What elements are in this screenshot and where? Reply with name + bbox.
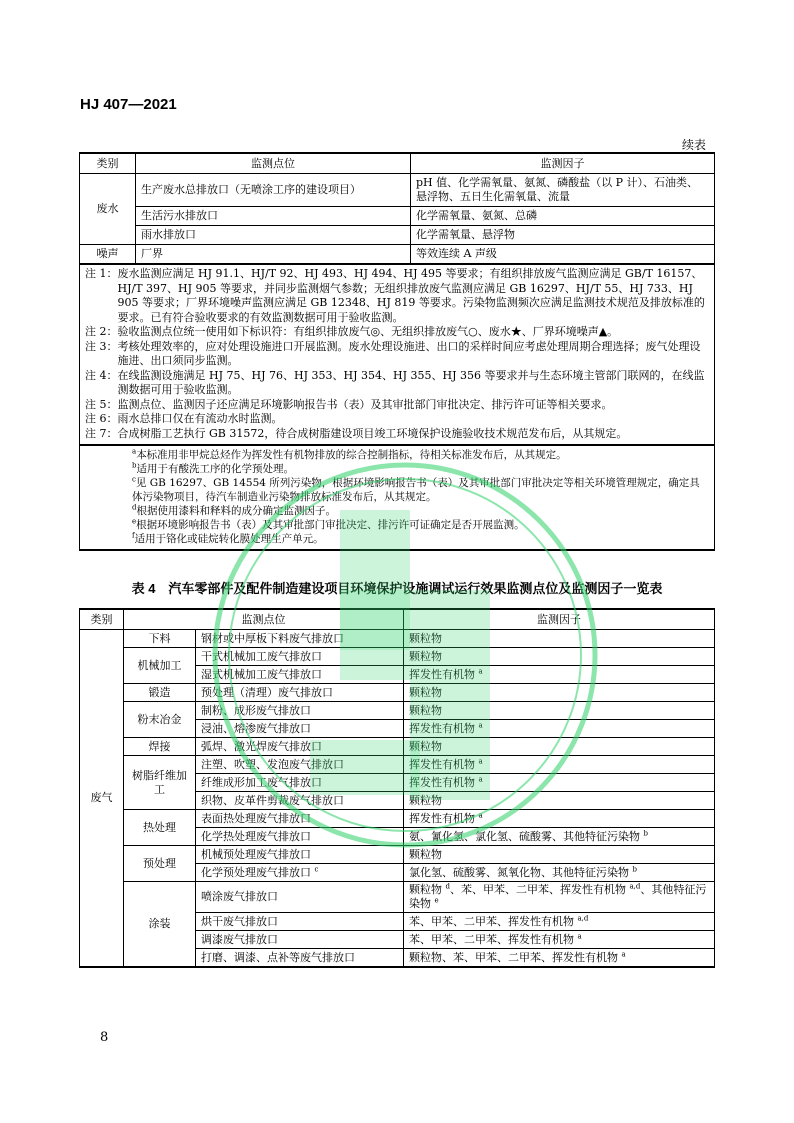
footnote-ref: a [478, 666, 483, 675]
note-text: 合成树脂工艺执行 GB 31572，待合成树脂建设项目竣工环境保护设施验收技术规范发布后，从其规定。 [117, 426, 628, 440]
table4-process-group: 热处理 [124, 810, 196, 846]
note-key: 注 1： [85, 267, 118, 280]
table1-header-point: 监测点位 [136, 153, 411, 174]
footnote-item [132, 518, 709, 532]
table4-factor [404, 666, 715, 684]
footnote-marker: b [132, 461, 137, 470]
note-text: 验收监测点位统一使用如下标识符：有组织排放废气◎、无组织排放废气○、废水★、厂界环境噪声▲。 [117, 325, 619, 338]
note-item [85, 340, 709, 369]
table4-factor-text: 苯、甲苯、二甲苯、挥发性有机物 [409, 914, 574, 928]
note-text: 监测点位、监测因子还应满足环境影响报告书（表）及其审批部门审批决定、排污许可证等相关要求。 [117, 397, 613, 411]
table4-point-text: 烘干废气排放口 [201, 914, 278, 928]
table4-process-group: 机械加工 [124, 648, 196, 684]
table4-point [196, 792, 404, 810]
table4-factor: 颗粒物 $^d$、苯、甲苯、二甲苯、挥发性有机物 $^{a,d}$、其他特征污染物 $^e$ [404, 882, 715, 913]
table4-factor [404, 630, 715, 648]
table4-point [196, 864, 404, 882]
footnote-ref: a [621, 949, 626, 958]
page-number: 8 [100, 1030, 109, 1045]
table4-factor-text: 颗粒物 [409, 739, 442, 753]
table4-point-text: 化学预处理废气排放口 [201, 865, 311, 879]
table1-factor: 化学需氧量、氨氮、总磷 [411, 207, 715, 226]
note-text: 雨水总排口仅在有流动水时监测。 [117, 412, 283, 425]
table4-factor-text: 氯化氢、硫酸雾、氮氧化物、其他特征污染物 [409, 865, 629, 879]
table4-factor-text: 挥发性有机物 [409, 757, 475, 771]
footnote-ref: a,d [577, 913, 589, 922]
footnote-ref: a [478, 810, 483, 819]
table4-factor-text: 颗粒物 [409, 793, 442, 807]
table4-factor [404, 756, 715, 774]
table4-header-category: 类别 [80, 609, 124, 630]
table-row [80, 702, 715, 720]
table4-factor-text: 颗粒物 [409, 631, 442, 645]
footnote-ref: c [314, 864, 319, 873]
table4-point-text: 纤维成形加工废气排放口 [201, 775, 322, 789]
table4-process-group: 粉末冶金 [124, 702, 196, 738]
footnote-text: 适用于铬化或硅烷转化膜处理生产单元。 [134, 533, 324, 545]
table4-factor [404, 738, 715, 756]
table1-factor: 化学需氧量、悬浮物 [411, 226, 715, 245]
table4-factor [404, 931, 715, 949]
table-row [80, 684, 715, 702]
table-row [80, 226, 715, 245]
footnote-marker: c [132, 475, 136, 484]
table-row [80, 648, 715, 666]
table4-process-group: 锻造 [124, 684, 196, 702]
footnote-ref: b [632, 864, 637, 873]
table4-point-text: 湿式机械加工废气排放口 [201, 667, 322, 681]
table4-point [196, 949, 404, 968]
table4-factor [404, 846, 715, 864]
table4-point [196, 774, 404, 792]
table4-point [196, 756, 404, 774]
table4-title: 表 4 汽车零部件及配件制造建设项目环境保护设施调试运行效果监测点位及监测因子一览表 [131, 581, 663, 596]
note-key: 注 2： [85, 325, 118, 338]
table4-factor [404, 648, 715, 666]
note-item [85, 412, 709, 427]
table1-factor: pH 值、化学需氧量、氨氮、磷酸盐（以 P 计）、石油类、悬浮物、五日生化需氧量、流量 [411, 174, 715, 207]
table4-factor [404, 792, 715, 810]
table4-header-point: 监测点位 [124, 609, 404, 630]
table4-factor [404, 774, 715, 792]
table4-process-group: 预处理 [124, 846, 196, 882]
table4-point [196, 931, 404, 949]
table4-point-text: 化学热处理废气排放口 [201, 829, 311, 843]
table4-header-row [80, 609, 715, 630]
table4-factor [404, 864, 715, 882]
table4-header-factor: 监测因子 [404, 609, 715, 630]
table4-factor [404, 949, 715, 968]
footnote-text: 见 GB 16297、GB 14554 所列污染物，根据环境影响报告书（表）及其审批部门审批决定等相关环境管理规定，确定具体污染物项目，待汽车制造业污染物排放标准发布后，从其规定。 [132, 477, 700, 503]
table-row [80, 810, 715, 828]
table4-process-group: 涂装 [124, 882, 196, 968]
table4-point-text: 喷涂废气排放口 [201, 890, 278, 903]
table4-factor-text: 氨、氰化氢、氯化氢、硫酸雾、其他特征污染物 [409, 829, 640, 843]
footnote-marker: f [132, 531, 135, 540]
note-key: 注 3： [85, 339, 118, 353]
note-text: 在线监测设施满足 HJ 75、HJ 76、HJ 353、HJ 354、HJ 355、HJ 356 等要求并与生态环境主管部门联网的，在线监测数据可用于验收监测。 [117, 368, 705, 396]
table4-factor-text: 挥发性有机物 [409, 775, 475, 789]
footnote-marker: a [132, 447, 137, 456]
table4-process-group: 焊接 [124, 738, 196, 756]
table4-factor-text: 颗粒物 [409, 847, 442, 861]
table1-category-wastewater: 废水 [80, 174, 136, 245]
table-row [80, 245, 715, 265]
table4-factor-text: 颗粒物 [409, 685, 442, 699]
table4-point [196, 648, 404, 666]
footnote-ref: a [577, 931, 582, 940]
table4-point [196, 882, 404, 913]
note-item [85, 427, 709, 442]
table4 [79, 608, 715, 968]
footnote-ref: a [478, 720, 483, 729]
table4-point [196, 702, 404, 720]
note-key: 注 4： [85, 368, 118, 382]
footnote-text: 根据使用漆料和释料的成分确定监测因子。 [136, 505, 336, 517]
table4-point-text: 弧焊、激光焊废气排放口 [201, 739, 322, 753]
table4-point [196, 913, 404, 931]
table4-point [196, 846, 404, 864]
table1-point: 生活污水排放口 [136, 207, 411, 226]
table1-continued [79, 152, 715, 551]
table4-factor [404, 720, 715, 738]
table4-container [79, 608, 715, 968]
note-item [85, 398, 709, 413]
table1-notes [79, 265, 715, 445]
table1-footnotes [79, 445, 715, 551]
table-row [80, 630, 715, 648]
table4-point [196, 630, 404, 648]
note-text: 考核处理效率的，应对处理设施进口开展监测。废水处理设施进、出口的采样时间应考虑处理周期合理选择；废气处理设施进、出口须同步监测。 [117, 339, 701, 367]
table4-point [196, 828, 404, 846]
table1-category-noise: 噪声 [80, 245, 136, 265]
note-item [85, 369, 709, 398]
footnote-marker: d [132, 503, 137, 512]
standard-code-header: HJ 407—2021 [80, 96, 177, 113]
table4-factor-text: 颗粒物 [409, 703, 442, 717]
table4-factor-text: 苯、甲苯、二甲苯、挥发性有机物 [409, 932, 574, 946]
note-item [85, 267, 709, 325]
note-key: 注 7： [85, 426, 118, 440]
table4-point-text: 调漆废气排放口 [201, 932, 278, 946]
table4-point-text: 织物、皮革件剪裁废气排放口 [201, 793, 344, 807]
table4-factor-text: 颗粒物 [409, 649, 442, 663]
table1-header-category: 类别 [80, 153, 136, 174]
table4-point [196, 738, 404, 756]
table1-factor: 等效连续 A 声级 [411, 245, 715, 265]
table4-point-text: 注塑、吹塑、发泡废气排放口 [201, 757, 344, 771]
table-row [80, 756, 715, 774]
table1-header-row [80, 153, 715, 174]
note-key: 注 6： [85, 412, 118, 425]
table1 [79, 152, 715, 265]
footnote-text: 适用于有酸洗工序的化学预处理。 [136, 463, 294, 475]
footnote-text: 本标准用非甲烷总烃作为挥发性有机物排放的综合控制指标，待相关标准发布后，从其规定。 [136, 449, 567, 461]
table4-factor-text: 颗粒物、苯、甲苯、二甲苯、挥发性有机物 [409, 950, 618, 964]
table4-point-text: 预处理（清理）废气排放口 [201, 685, 333, 699]
table4-point-text: 浸油、熔渗废气排放口 [201, 721, 311, 735]
table4-category: 废气 [80, 630, 124, 968]
table4-point [196, 666, 404, 684]
footnote-marker: e [132, 517, 137, 526]
table4-factor-text: 挥发性有机物 [409, 811, 475, 825]
footnote-ref: b [643, 828, 648, 837]
table4-point [196, 810, 404, 828]
table-row [80, 207, 715, 226]
table4-factor-text: 挥发性有机物 [409, 721, 475, 735]
table4-point-text: 机械预处理废气排放口 [201, 847, 311, 861]
footnote-item [132, 448, 709, 462]
table1-point: 生产废水总排放口（无喷涂工序的建设项目） [136, 174, 411, 207]
table4-factor [404, 828, 715, 846]
table4-factor [404, 810, 715, 828]
footnote-item [132, 532, 709, 546]
footnote-item [132, 504, 709, 518]
table4-point-text: 制粉、成形废气排放口 [201, 703, 311, 717]
table4-point [196, 684, 404, 702]
table-row [80, 738, 715, 756]
footnote-item [132, 462, 709, 476]
table4-point [196, 720, 404, 738]
table1-point: 厂界 [136, 245, 411, 265]
table-row [80, 174, 715, 207]
table1-point: 雨水排放口 [136, 226, 411, 245]
table4-factor [404, 913, 715, 931]
note-text: 废水监测应满足 HJ 91.1、HJ/T 92、HJ 493、HJ 494、HJ 495 等要求；有组织排放废气监测应满足 GB/T 16157、HJ/T 397、HJ 905 等要求，并同步监测烟气参数；无组织排放废气监测应满足 GB 16297、HJ/T 55、HJ 733、HJ 905 等要求；厂界环境噪声监测应满足 GB 12348、HJ 819 等要求。污染物监测频次应满足监测技术规范及排放标准的要求。已有符合验收要求的有效监测数据可用于验收监测。 [117, 267, 705, 324]
table-row [80, 846, 715, 864]
note-key: 注 5： [85, 397, 118, 411]
table4-factor [404, 702, 715, 720]
table4-factor [404, 684, 715, 702]
table4-point-text: 打磨、调漆、点补等废气排放口 [201, 950, 355, 964]
footnote-ref: a [478, 756, 483, 765]
continued-label: 续表 [681, 138, 706, 152]
footnote-ref: a [478, 774, 483, 783]
table-row [80, 882, 715, 913]
table4-factor-text: 挥发性有机物 [409, 667, 475, 681]
note-item [85, 325, 709, 340]
footnote-text: 根据环境影响报告书（表）及其审批部门审批决定、排污许可证确定是否开展监测。 [136, 519, 525, 531]
table4-process-group: 树脂纤维加工 [124, 756, 196, 810]
table1-header-factor: 监测因子 [411, 153, 715, 174]
table4-point-text: 表面热处理废气排放口 [201, 811, 311, 825]
table4-point-text: 钢材或中厚板下料废气排放口 [201, 631, 344, 645]
footnote-item [132, 476, 709, 504]
table4-point-text: 干式机械加工废气排放口 [201, 649, 322, 663]
table4-process-group: 下料 [124, 630, 196, 648]
